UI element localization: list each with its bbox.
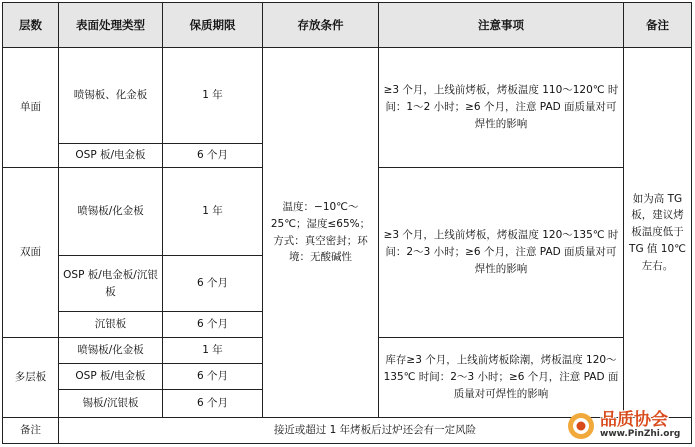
- shelf-cell: 1 年: [163, 48, 263, 144]
- surface-cell: 锡板/沉银板: [59, 390, 163, 418]
- surface-cell: 喷锡板/化金板: [59, 338, 163, 364]
- shelf-cell: 6 个月: [163, 312, 263, 338]
- layer-single: 单面: [3, 48, 59, 168]
- pcb-storage-table: [2, 2, 692, 444]
- storage-conditions: 温度：−10℃～25℃；湿度≤65%；方式：真空密封；环境：无酸碱性: [263, 48, 379, 418]
- header-remark: 备注: [624, 3, 692, 48]
- table-row: [3, 48, 692, 144]
- surface-cell: OSP 板/电金板: [59, 364, 163, 390]
- header-layers: 层数: [3, 3, 59, 48]
- surface-cell: OSP 板/电金板: [59, 144, 163, 168]
- notes-multi: 库存≥3 个月，上线前烤板除潮，烤板温度 120～135℃ 时间：2～3 小时；≥6 个月，注意 PAD 面质量对可焊性的影响: [379, 338, 624, 418]
- remark-cell: 如为高 TG 板，建议烤板温度低于 TG 值 10℃左右。: [624, 48, 692, 418]
- shelf-cell: 6 个月: [163, 256, 263, 312]
- watermark-logo-icon: [566, 411, 596, 441]
- surface-cell: 沉银板: [59, 312, 163, 338]
- watermark-url: www.PinZhi.org: [600, 429, 681, 440]
- layer-double: 双面: [3, 168, 59, 338]
- watermark: [566, 405, 694, 447]
- header-surface-type: 表面处理类型: [59, 3, 163, 48]
- footer-text: 接近或超过 1 年烤板后过炉还会有一定风险: [59, 418, 692, 444]
- shelf-cell: 6 个月: [163, 364, 263, 390]
- header-storage: 存放条件: [263, 3, 379, 48]
- surface-cell: OSP 板/电金板/沉银板: [59, 256, 163, 312]
- header-row: [3, 3, 692, 48]
- shelf-cell: 6 个月: [163, 390, 263, 418]
- surface-cell: 喷锡板、化金板: [59, 48, 163, 144]
- shelf-cell: 1 年: [163, 338, 263, 364]
- notes-double: ≥3 个月，上线前烤板，烤板温度 120～135℃ 时间：2～3 小时；≥6 个月，注意 PAD 面质量对可焊性的影响: [379, 168, 624, 338]
- header-notes: 注意事项: [379, 3, 624, 48]
- surface-cell: 喷锡板/化金板: [59, 168, 163, 256]
- watermark-name: 品质协会: [600, 410, 668, 431]
- notes-single: ≥3 个月，上线前烤板，烤板温度 110～120℃ 时间：1～2 小时；≥6 个月，注意 PAD 面质量对可焊性的影响: [379, 48, 624, 168]
- shelf-cell: 6 个月: [163, 144, 263, 168]
- footer-label: 备注: [3, 418, 59, 444]
- header-shelf-life: 保质期限: [163, 3, 263, 48]
- layer-multi: 多层板: [3, 338, 59, 418]
- shelf-cell: 1 年: [163, 168, 263, 256]
